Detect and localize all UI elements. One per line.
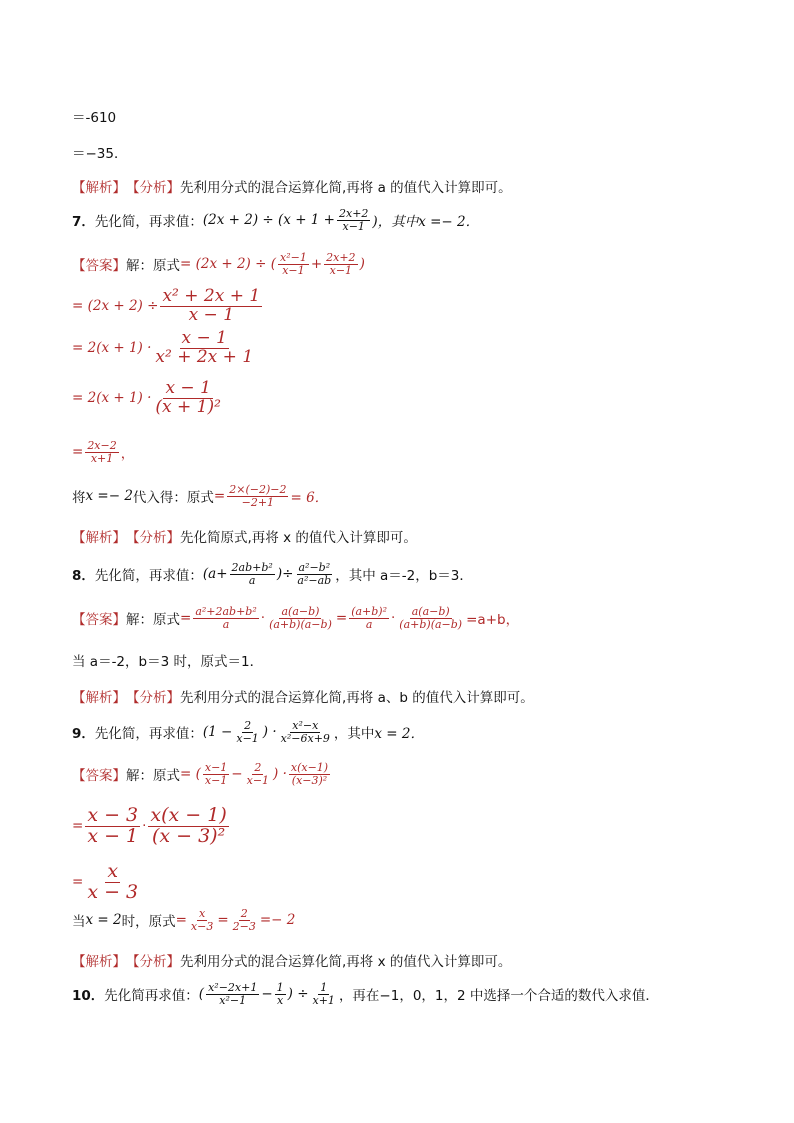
numerator: x(x−1) <box>290 761 329 774</box>
answer-7-line-2 <box>72 288 264 325</box>
numerator: x² + 2x + 1 <box>162 286 261 306</box>
denominator: x − 1 <box>87 824 139 847</box>
jiexi-label: 【解析】 <box>72 954 126 970</box>
fraction <box>227 484 288 508</box>
question-prompt: 先化简，再求值： <box>94 568 203 585</box>
denominator: x−1 <box>246 773 270 787</box>
math: − <box>231 766 243 783</box>
fraction <box>85 806 140 847</box>
daan-label: 【答案】 <box>72 258 126 275</box>
math: (1 − <box>202 724 233 741</box>
answer-7-line-1 <box>72 252 365 276</box>
fraction <box>85 440 118 464</box>
numerator: x²−x <box>292 719 319 732</box>
math: = 6． <box>290 490 329 507</box>
answer-9-line-2 <box>72 806 231 847</box>
fraction <box>148 806 228 847</box>
fraction <box>153 330 255 367</box>
denominator: x² + 2x + 1 <box>155 346 254 367</box>
denominator: a <box>248 573 256 587</box>
math: = ( <box>180 766 201 783</box>
fraction <box>85 862 140 903</box>
fraction <box>311 982 337 1006</box>
text: ，再在−1，0，1，2 中选择一个合适的数代入求值． <box>338 988 659 1005</box>
math: = <box>180 610 192 627</box>
numerator: x−1 <box>204 761 228 774</box>
fraction <box>231 908 258 932</box>
question-number: 7． <box>72 214 95 231</box>
fraction <box>324 252 357 276</box>
fraction <box>397 606 464 630</box>
line-result-2 <box>72 142 128 162</box>
denominator: 2−3 <box>232 919 256 933</box>
analysis-8 <box>72 686 534 706</box>
math: = <box>335 610 348 627</box>
fraction <box>337 208 370 232</box>
numerator: a(a−b) <box>411 605 450 618</box>
math: = 2(x + 1) · <box>72 390 152 407</box>
numerator: 2 <box>240 907 248 920</box>
daan-label: 【答案】 <box>72 768 126 785</box>
denominator: x <box>277 993 284 1007</box>
denominator: x+1 <box>312 993 335 1007</box>
answer-9-line-1 <box>72 762 332 786</box>
fraction <box>275 982 286 1006</box>
numerator: x²−2x+1 <box>208 981 258 994</box>
math: ) ÷ <box>287 986 309 1003</box>
fraction <box>206 982 259 1006</box>
denominator: (a+b)(a−b) <box>269 617 332 631</box>
condition: x = 2． <box>374 726 425 743</box>
text: ＝−35． <box>72 146 128 162</box>
math: = <box>72 818 84 835</box>
analysis-text: 先利用分式的混合运算化简,再将 a、b 的值代入计算即可。 <box>180 690 534 706</box>
answer-7-line-5 <box>72 440 134 464</box>
answer-lead: 解：原式 <box>126 768 180 785</box>
math: x = 2 <box>85 912 122 929</box>
numerator: x − 3 <box>87 804 139 826</box>
denominator: x − 3 <box>87 880 139 903</box>
numerator: a(a−b) <box>281 605 320 618</box>
text: 当 <box>72 914 86 931</box>
text: 将 <box>72 490 86 507</box>
answer-8-when <box>72 650 263 670</box>
fraction <box>349 606 389 630</box>
numerator: 2x+2 <box>339 207 369 220</box>
math: = <box>72 444 84 461</box>
answer-9-when <box>72 908 295 932</box>
denominator: x+1 <box>90 451 114 465</box>
denominator: x−1 <box>282 263 305 277</box>
question-9 <box>72 720 424 744</box>
numerator: x(x − 1) <box>150 804 227 826</box>
denominator: x − 1 <box>188 304 235 325</box>
analysis-line-6 <box>72 176 512 196</box>
fraction <box>289 762 330 786</box>
fraction <box>245 762 271 786</box>
math: = <box>175 912 187 929</box>
numerator: a²−b² <box>298 561 331 574</box>
numerator: 2 <box>254 761 262 774</box>
math: ， <box>120 446 135 463</box>
text: 时，原式 <box>121 914 176 931</box>
fraction <box>234 720 260 744</box>
fenxi-label: 【分析】 <box>126 954 180 970</box>
fraction <box>230 562 275 586</box>
question-prompt: 先化简再求值： <box>104 988 199 1005</box>
question-10 <box>72 982 659 1006</box>
denominator: a <box>365 617 373 631</box>
answer-9-line-3 <box>72 862 142 903</box>
jiexi-label: 【解析】 <box>72 180 126 196</box>
answer-7-line-4 <box>72 380 225 417</box>
fenxi-label: 【分析】 <box>126 690 180 706</box>
daan-label: 【答案】 <box>72 612 126 629</box>
fraction <box>153 380 223 417</box>
numerator: 2 <box>244 719 252 732</box>
answer-7-line-3 <box>72 330 257 367</box>
analysis-7 <box>72 526 417 546</box>
math: = (2x + 2) ÷ <box>72 298 159 315</box>
question-prompt: 先化简，再求值： <box>94 214 203 231</box>
denominator: (x−3)² <box>291 773 328 787</box>
numerator: 2ab+b² <box>231 561 273 574</box>
denominator: (a+b)(a−b) <box>399 617 463 631</box>
analysis-text: 先利用分式的混合运算化简,再将 x 的值代入计算即可。 <box>180 954 512 970</box>
numerator: x − 1 <box>165 378 211 398</box>
condition: x =− 2． <box>418 214 480 231</box>
fraction <box>160 288 262 325</box>
math: − <box>261 986 273 1003</box>
question-8 <box>72 562 473 586</box>
denominator: a²−ab <box>297 573 332 587</box>
denominator: a <box>222 617 230 631</box>
numerator: x <box>107 860 119 882</box>
math: ( <box>198 986 205 1003</box>
line-result-1 <box>72 106 116 126</box>
math: )，其中 <box>372 214 419 231</box>
denominator: x−3 <box>190 919 214 933</box>
math: ) <box>359 256 365 273</box>
text: ，其中 <box>333 726 375 743</box>
text: 代入得：原式 <box>132 490 214 507</box>
numerator: x − 1 <box>181 328 227 348</box>
fraction <box>267 606 334 630</box>
question-number: 10． <box>72 988 105 1005</box>
fenxi-label: 【分析】 <box>126 180 180 196</box>
denominator: x−1 <box>329 263 353 277</box>
denominator: x²−6x+9 <box>280 731 330 745</box>
math: =a+b， <box>466 612 520 629</box>
fraction <box>278 252 309 276</box>
answer-7-substitution <box>72 484 328 508</box>
math: = (2x + 2) ÷ ( <box>180 256 276 273</box>
question-prompt: 先化简，再求值： <box>94 726 203 743</box>
math: · <box>142 818 147 835</box>
math: · <box>260 610 266 627</box>
text: ＝-610 <box>72 110 117 126</box>
math: · <box>391 610 396 627</box>
denominator: −2+1 <box>241 495 275 509</box>
numerator: 2x+2 <box>326 251 356 264</box>
math: ) · <box>273 766 287 783</box>
math: = <box>213 488 226 505</box>
denominator: x−1 <box>236 731 259 745</box>
fraction <box>203 762 229 786</box>
fenxi-label: 【分析】 <box>126 530 180 546</box>
math: (a+ <box>202 566 228 583</box>
fraction <box>193 606 258 630</box>
fraction <box>295 562 333 586</box>
answer-lead: 解：原式 <box>126 612 180 629</box>
math: = 2(x + 1) · <box>72 340 152 357</box>
numerator: (a+b)² <box>351 605 387 618</box>
jiexi-label: 【解析】 <box>72 530 126 546</box>
answer-8-line-1 <box>72 606 519 630</box>
denominator: (x − 3)² <box>151 824 226 847</box>
condition: ，其中 a＝-2，b＝3． <box>335 568 473 585</box>
math: (2x + 2) ÷ (x + 1 + <box>202 212 335 229</box>
numerator: x <box>199 907 206 920</box>
question-number: 9． <box>72 726 95 743</box>
question-7 <box>72 208 479 232</box>
fraction <box>279 720 332 744</box>
jiexi-label: 【解析】 <box>72 690 126 706</box>
math: = <box>217 912 229 929</box>
analysis-9 <box>72 950 511 970</box>
answer-lead: 解：原式 <box>126 258 180 275</box>
question-number: 8． <box>72 568 95 585</box>
analysis-text: 先利用分式的混合运算化简,再将 a 的值代入计算即可。 <box>180 180 512 196</box>
denominator: x−1 <box>342 219 365 233</box>
denominator: x²−1 <box>219 993 247 1007</box>
math: = <box>72 874 84 891</box>
numerator: a²+2ab+b² <box>195 605 257 618</box>
math: + <box>310 256 323 273</box>
numerator: 2×(−2)−2 <box>229 483 287 496</box>
math: =− 2 <box>259 912 296 929</box>
denominator: (x + 1)² <box>155 396 221 417</box>
math: x =− 2 <box>85 488 133 505</box>
math: )÷ <box>276 566 294 583</box>
numerator: x²−1 <box>279 251 307 264</box>
analysis-text: 先化简原式,再将 x 的值代入计算即可。 <box>180 530 417 546</box>
numerator: 1 <box>276 981 284 994</box>
numerator: 1 <box>320 981 328 994</box>
text: 当 a＝-2，b＝3 时，原式＝1． <box>72 654 264 670</box>
denominator: x−1 <box>204 773 228 787</box>
numerator: 2x−2 <box>87 439 117 452</box>
math: ) · <box>262 724 277 741</box>
fraction <box>189 908 215 932</box>
